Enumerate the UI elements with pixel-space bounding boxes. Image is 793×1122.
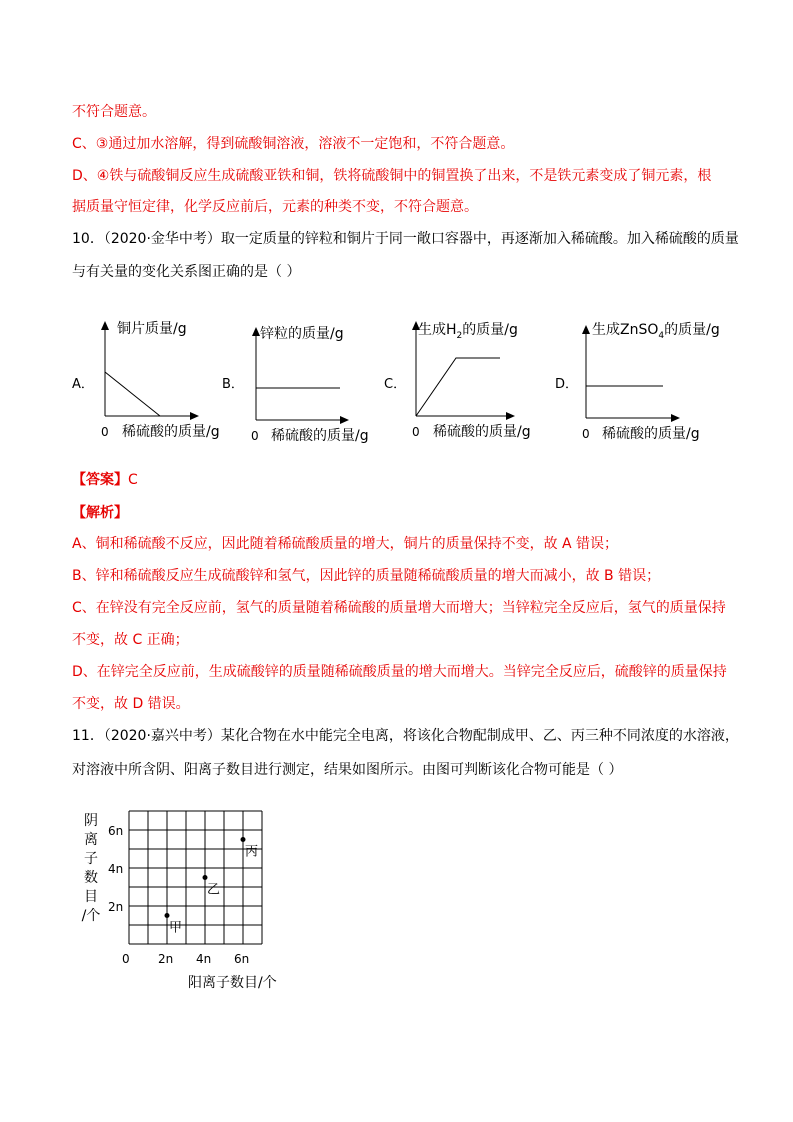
q10-graph-c [384,318,544,448]
q10-graph-a [72,318,232,448]
graph-b-x-label: 稀硫酸的质量/g [271,428,369,444]
prev-line-1: 不符合题意。 [72,104,156,120]
q10-graph-d [555,318,725,448]
y-tick-6n: 6n [108,824,124,838]
answer-tag: 【答案】 [72,472,128,488]
option-letter-d: D． [555,377,579,392]
analysis-line-3: C、在锌没有完全反应前，氢气的质量随着稀硫酸的质量增大而增大；当锌粒完全反应后，氢气的质量保持 [72,600,726,616]
point-label: 乙 [207,882,221,898]
option-letter-b: B． [222,377,244,392]
option-letter-a: A． [72,377,94,392]
point-甲 [165,913,170,918]
ion-grid-svg [72,808,302,998]
graph-a-x-label: 稀硫酸的质量/g [122,424,220,440]
analysis-line-2: B、锌和稀硫酸反应生成硫酸锌和氢气，因此锌的质量随稀硫酸质量的增大而减小，故 B 错误； [72,568,661,584]
graph-c-x-label: 稀硫酸的质量/g [433,424,531,440]
x-tick-6n: 6n [234,952,250,966]
graph-b-origin: 0 [251,429,259,443]
graph-c-origin: 0 [412,425,420,439]
q11-line-2: 对溶液中所含阴、阳离子数目进行测定，结果如图所示。由图可判断该化合物可能是（ ） [72,762,623,778]
graph-b-y-label: 锌粒的质量/g [260,326,344,342]
graph-c-y-label: 生成$H_2$的质量/g [418,322,518,341]
graph-a-origin: 0 [101,425,109,439]
graph-a-y-label: 铜片质量/g [117,321,187,337]
q11-line-1: 11．（2020·嘉兴中考）某化合物在水中能完全电离，将该化合物配制成甲、乙、丙三种不同浓度的水溶液， [72,728,739,744]
graph-d-y-label: 生成ZnSO$_4$的质量/g [592,322,720,341]
answer-value: C [128,472,138,488]
x-axis-label: 阳离子数目/个 [188,975,277,991]
x-tick-2n: 2n [158,952,174,966]
y-tick-2n: 2n [108,900,124,914]
prev-line-4: 据质量守恒定律，化学反应前后，元素的种类不变，不符合题意。 [72,199,478,215]
x-tick-0: 0 [122,952,130,966]
q10-line-1: 10．（2020·金华中考）取一定质量的锌粒和铜片于同一敞口容器中，再逐渐加入稀硫酸。加入稀硫酸的质量 [72,231,739,247]
analysis-line-5: D、在锌完全反应前，生成硫酸锌的质量随稀硫酸质量的增大而增大。当锌完全反应后，硫酸锌的质量保持 [72,664,727,680]
analysis-line-6: 不变，故 D 错误。 [72,696,190,712]
option-letter-c: C． [384,377,407,392]
answer-line [72,470,138,490]
y-axis-label: 阴 离 子 数 目 /个 [81,813,101,924]
point-丙 [241,837,246,842]
point-label: 丙 [245,844,259,860]
y-tick-4n: 4n [108,862,124,876]
analysis-line-4: 不变，故 C 正确； [72,632,189,648]
prev-line-2: C、③通过加水溶解，得到硫酸铜溶液，溶液不一定饱和，不符合题意。 [72,136,515,152]
analysis-tag: 【解析】 [72,505,128,521]
point-label: 甲 [169,920,183,936]
analysis-line-1: A、铜和稀硫酸不反应，因此随着稀硫酸质量的增大，铜片的质量保持不变，故 A 错误； [72,536,619,552]
graph-d-x-label: 稀硫酸的质量/g [602,426,700,442]
q10-graph-b [222,318,382,448]
point-乙 [203,875,208,880]
prev-line-3: D、④铁与硫酸铜反应生成硫酸亚铁和铜，铁将硫酸铜中的铜置换了出来，不是铁元素变成了铜元素，根 [72,168,712,184]
x-tick-4n: 4n [196,952,212,966]
q11-ion-chart [72,808,302,998]
graph-d-origin: 0 [582,427,590,441]
q10-line-2: 与有关量的变化关系图正确的是（ ） [72,264,301,280]
